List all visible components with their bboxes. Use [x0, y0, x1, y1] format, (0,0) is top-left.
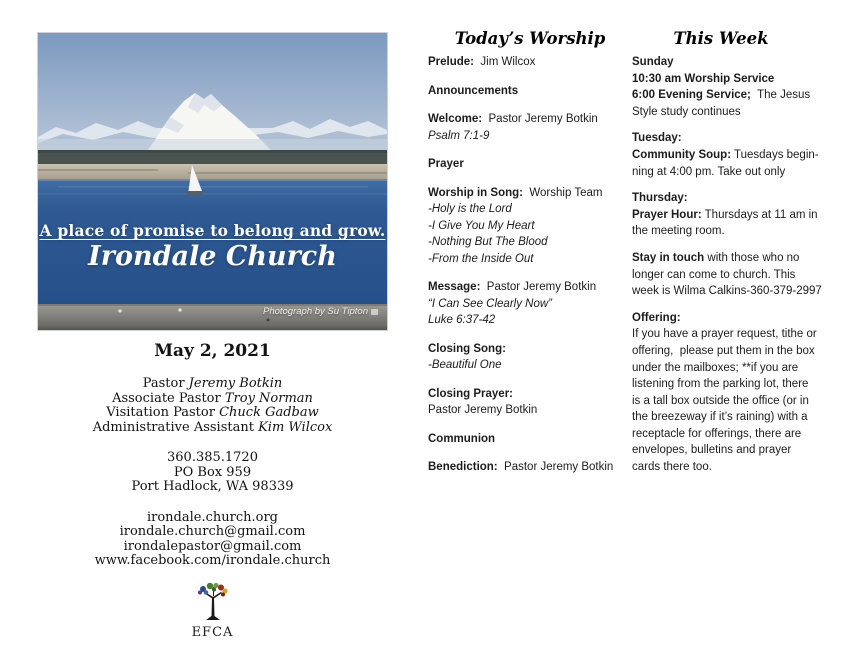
week-line: week is Wilma Calkins-360-379-2997	[632, 285, 822, 298]
week-line: under the mailboxes; **if you are	[632, 361, 799, 374]
phone-number: 360.385.1720	[167, 450, 258, 465]
scripture-ref: Luke 6:37-42	[428, 314, 496, 326]
po-box: PO Box 959	[173, 464, 252, 480]
staff-line	[38, 392, 387, 407]
week-line: Community Soup: Tuesdays begin-	[632, 148, 819, 161]
worship-song: -Holy is the Lord	[428, 203, 512, 215]
week-line: the breezeway if it’s raining) with a	[632, 411, 808, 424]
week-line: is a tall box outside the office (or in	[632, 394, 809, 407]
worship-line: Worship in Song: Worship Team	[428, 186, 603, 199]
this-week-heading: This Week	[673, 29, 769, 48]
staff-role: Associate Pastor	[112, 390, 225, 406]
week-line: the meeting room.	[632, 225, 725, 238]
website-text: irondale.church.org	[146, 509, 278, 525]
worship-song: -From the Inside Out	[428, 252, 534, 265]
worship-line: Benediction: Pastor Jeremy Botkin	[428, 461, 614, 473]
photo-credit-text: Photograph by Su Tipton	[262, 306, 368, 317]
worship-line: Closing Prayer:	[428, 387, 513, 400]
week-line: Stay in touch with those who no	[632, 251, 800, 264]
week-line: ning at 4:00 pm. Take out only	[632, 165, 786, 178]
staff-line	[38, 377, 387, 392]
city-state-zip: Port Hadlock, WA 98339	[131, 479, 294, 494]
church-email-text: irondale.church@gmail.com	[119, 524, 306, 539]
staff-line	[38, 406, 387, 421]
worship-line: Announcements	[428, 84, 519, 97]
efca-logo	[38, 582, 387, 640]
worship-line: Psalm 7:1-9	[428, 129, 490, 142]
this-week-column	[632, 29, 834, 476]
week-line: Thursday:	[632, 192, 688, 205]
facebook-text: www.facebook.com/irondale.church	[94, 553, 331, 568]
worship-line: Pastor Jeremy Botkin	[428, 404, 538, 416]
contact-block	[38, 451, 387, 495]
week-line: longer can come to church. This	[632, 268, 796, 281]
week-line: 6:00 Evening Service; The Jesus	[632, 89, 811, 102]
worship-line: Closing Song:	[428, 342, 506, 355]
week-line: cards there too.	[632, 461, 712, 474]
worship-line: Prayer	[428, 158, 464, 170]
week-line: Tuesday:	[632, 132, 682, 145]
church-info	[38, 341, 387, 640]
week-line: Style study continues	[632, 105, 741, 118]
staff-role: Pastor	[142, 376, 189, 391]
pastor-email-text: irondalepastor@gmail.com	[123, 538, 302, 554]
cover-photo	[38, 33, 387, 330]
staff-role: Administrative Assistant	[92, 419, 259, 435]
worship-song: -I Give You My Heart	[428, 219, 535, 232]
week-line: offering, please put them in the box	[632, 344, 815, 357]
week-line: envelopes, bulletins and prayer	[632, 444, 792, 457]
worship-line: Communion	[428, 432, 496, 445]
week-line: listening from the parking lot, there	[632, 378, 809, 391]
staff-line	[38, 421, 387, 436]
photo-credit	[263, 306, 378, 317]
worship-song: -Nothing But The Blood	[428, 236, 548, 248]
scenery-image	[38, 33, 387, 330]
week-line: If you have a prayer request, tithe or	[632, 328, 817, 341]
links-block	[38, 511, 387, 569]
staff-list	[38, 377, 387, 435]
staff-name: Troy Norman	[224, 390, 313, 406]
message-title: “I Can See Clearly Now”	[428, 297, 552, 310]
church-name-overlay: Irondale Church	[88, 241, 337, 272]
staff-role: Visitation Pastor	[106, 405, 220, 420]
photo-tagline: A place of promise to belong and grow.	[39, 221, 386, 240]
week-line: Offering:	[632, 311, 681, 324]
worship-line: Message: Pastor Jeremy Botkin	[428, 281, 597, 293]
staff-name: Jeremy Botkin	[188, 376, 283, 391]
worship-line: Prelude: Jim Wilcox	[428, 56, 536, 68]
week-line: Sunday	[632, 56, 674, 68]
efca-tree-icon	[190, 582, 236, 624]
week-line: 10:30 am Worship Service	[632, 72, 775, 85]
staff-name: Kim Wilcox	[258, 419, 333, 435]
bulletin-date: May 2, 2021	[154, 341, 271, 361]
todays-worship-heading: Today’s Worship	[454, 29, 606, 48]
camera-icon	[371, 309, 378, 315]
week-line: receptacle for offerings, there are	[632, 427, 802, 440]
efca-label: EFCA	[191, 624, 234, 640]
staff-name: Chuck Gadbaw	[219, 405, 319, 420]
todays-worship-column	[428, 29, 632, 476]
week-line: Prayer Hour: Thursdays at 11 am in	[632, 208, 818, 221]
worship-song: -Beautiful One	[428, 359, 502, 371]
worship-line: Welcome: Pastor Jeremy Botkin	[428, 113, 598, 125]
